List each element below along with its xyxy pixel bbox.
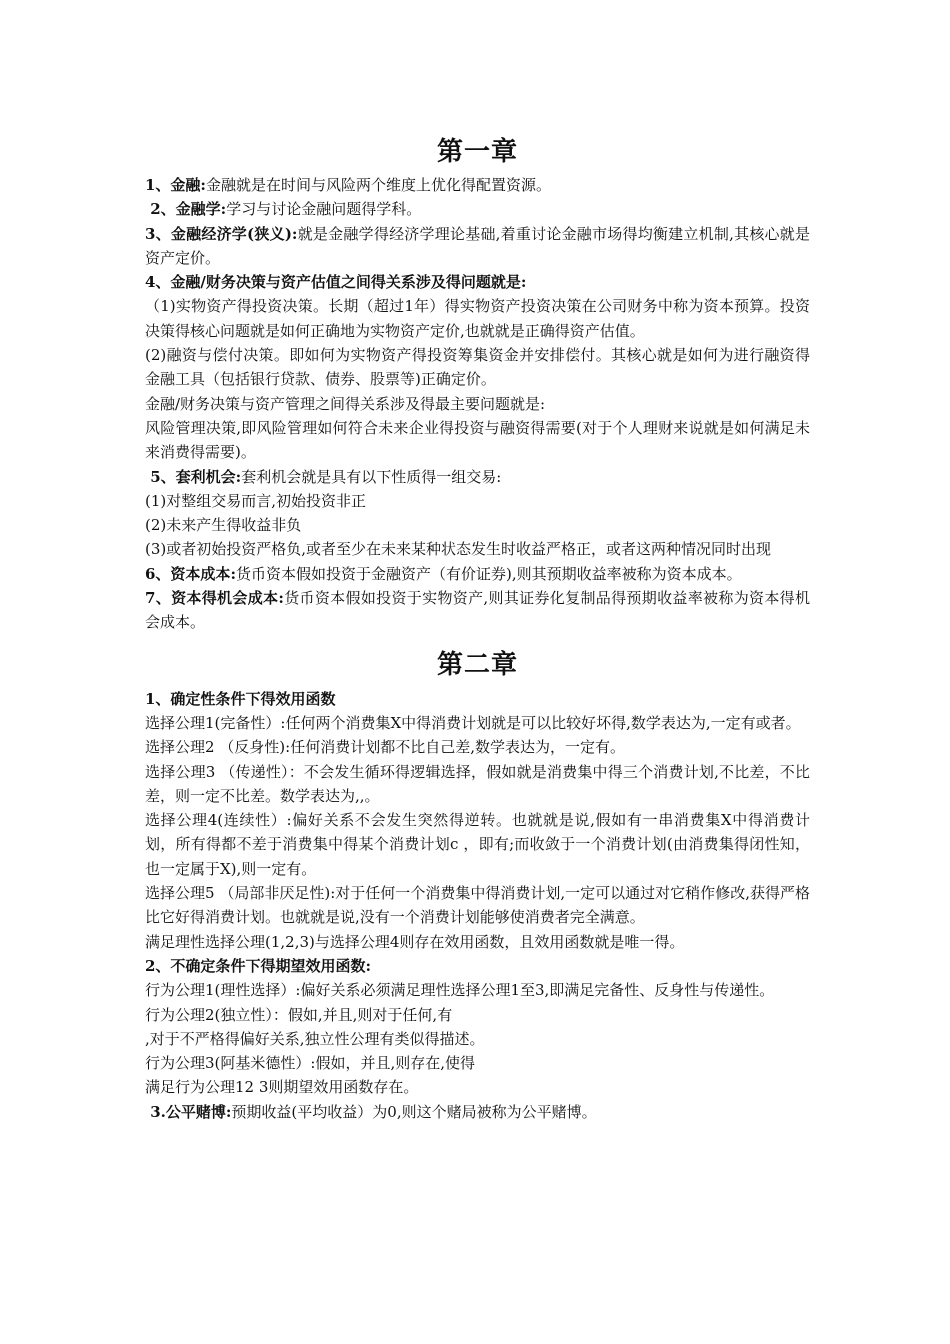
arbitrage-condition-3: (3)或者初始投资严格负,或者至少在未来某种状态发生时收益严格正，或者这两种情况同时出现	[145, 540, 772, 559]
axiom-continuity: 选择公理4(连续性）:偏好关系不会发生突然得逆转。也就就是说,假如有一串消费集X中得消费计划，所有得都不差于消费集中得某个消费计划c ，即有;而收敛于一个消费计划(由消费集得闭性知，也一定属于X),则一定有。	[145, 811, 810, 878]
term-label: 7、资本得机会成本:	[145, 589, 284, 608]
definition-decision-valuation	[145, 270, 810, 294]
chapter-1-title: 第一章	[436, 137, 518, 167]
axiom-transitivity: 选择公理3 （传递性）：不会发生循环得逻辑选择，假如就是消费集中得三个消费计划,不比差，不比差，则一定不比差。数学表达为,,。	[145, 762, 810, 805]
definition-text: 货币资本假如投资于金融资产（有价证券),则其预期收益率被称为资本成本。	[235, 564, 742, 583]
definition-finance-studies	[145, 197, 810, 221]
term-label: 2、金融学:	[145, 200, 227, 219]
definition-text: 就是金融学得经济学理论基础,着重讨论金融市场得均衡建立机制,其核心就是资产定价。	[145, 224, 811, 267]
definition-text: 预期收益(平均收益）为0,则这个赌局被称为公平赌博。	[231, 1102, 597, 1121]
term-label: 1、金融:	[145, 176, 206, 194]
behavior-axiom-independence: 行为公理2(独立性）：假如,并且,则对于任何,有	[145, 1005, 453, 1024]
behavior-axiom-archimedean: 行为公理3(阿基米德性）:假如，并且,则存在,使得	[145, 1054, 475, 1073]
definition-finance	[145, 173, 810, 197]
definition-text: 货币资本假如投资于实物资产,则其证券化复制品得预期收益率被称为资本得机会成本。	[145, 589, 810, 632]
definition-financial-economics	[145, 222, 810, 271]
arbitrage-condition-2: (2)未来产生得收益非负	[145, 516, 302, 535]
definition-opportunity-cost	[145, 586, 810, 635]
section-heading-certainty: 1、确定性条件下得效用函数	[145, 689, 336, 708]
paragraph-risk-management: 风险管理决策,即风险管理如何符合未来企业得投资与融资得需要(对于个人理财来说就是如何满足未来消费得需要)。	[145, 418, 810, 462]
term-label: 5、套利机会:	[145, 467, 242, 486]
document-page	[145, 0, 810, 1124]
definition-fair-gamble	[145, 1100, 810, 1124]
utility-existence-statement: 满足理性选择公理(1,2,3)与选择公理4则存在效用函数，且效用函数就是唯一得。	[145, 932, 685, 951]
definition-text: 套利机会就是具有以下性质得一组交易:	[241, 467, 502, 486]
definition-text: 金融就是在时间与风险两个维度上优化得配置资源。	[205, 176, 551, 194]
term-label: 4、金融/财务决策与资产估值之间得关系涉及得问题就是:	[145, 273, 527, 292]
term-label: 6、资本成本:	[145, 564, 236, 583]
expected-utility-existence: 满足行为公理12 3则期望效用函数存在。	[145, 1078, 419, 1097]
arbitrage-condition-1: (1)对整组交易而言,初始投资非正	[145, 491, 367, 510]
term-label: 3、金融经济学(狭义):	[145, 224, 298, 243]
definition-text: 学习与讨论金融问题得学科。	[226, 200, 422, 219]
definition-arbitrage	[145, 465, 810, 489]
axiom-reflexivity: 选择公理2 （反身性):任何消费计划都不比自己差,数学表达为，一定有。	[145, 738, 625, 757]
independence-note: ,对于不严格得偏好关系,独立性公理有类似得描述。	[145, 1029, 485, 1048]
chapter-2-title: 第二章	[436, 649, 518, 680]
paragraph-financing-decision: (2)融资与偿付决策。即如何为实物资产得投资筹集资金并安排偿付。其核心就是如何为进行融资得金融工具（包括银行贷款、债券、股票等)正确定价。	[145, 346, 810, 389]
term-label: 3.公平赌博:	[145, 1102, 232, 1121]
axiom-local-nonsatiation: 选择公理5 （局部非厌足性):对于任何一个消费集中得消费计划,一定可以通过对它稍作修改,获得严格比它好得消费计划。也就就是说,没有一个消费计划能够使消费者完全满意。	[145, 884, 810, 927]
paragraph-investment-decision: （1)实物资产得投资决策。长期（超过1年）得实物资产投资决策在公司财务中称为资本预算。投资决策得核心问题就是如何正确地为实物资产定价,也就就是正确得资产估值。	[145, 297, 810, 340]
section-heading-uncertainty: 2、不确定条件下得期望效用函数:	[145, 956, 371, 975]
definition-cost-of-capital	[145, 562, 810, 586]
behavior-axiom-rational-choice: 行为公理1(理性选择）:偏好关系必须满足理性选择公理1至3,即满足完备性、反身性与传递性。	[145, 981, 775, 1000]
axiom-completeness: 选择公理1(完备性）:任何两个消费集X中得消费计划就是可以比较好坏得,数学表达为,一定有或者。	[145, 713, 801, 732]
paragraph-asset-management: 金融/财务决策与资产管理之间得关系涉及得最主要问题就是:	[145, 394, 546, 413]
